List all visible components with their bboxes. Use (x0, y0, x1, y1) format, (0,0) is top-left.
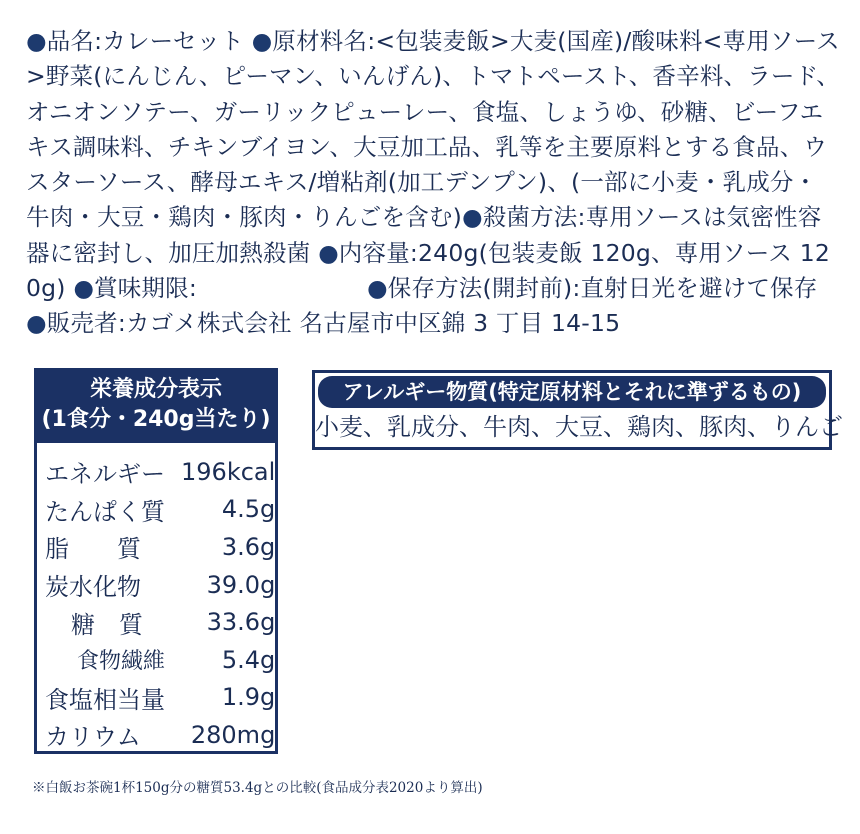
table-row (37, 641, 283, 679)
table-row (37, 528, 283, 566)
bullet-icon: ● (461, 203, 483, 232)
field-label-product-name: 品名 (46, 27, 95, 55)
nutrition-facts-table (34, 368, 278, 754)
nutrient-name: 脂 質 (45, 535, 141, 564)
nutrient-value: 3.6g (221, 532, 276, 561)
bullet-icon: ● (26, 27, 47, 55)
bullet-icon: ● (251, 27, 273, 55)
table-row (37, 679, 283, 717)
field-label-storage: 保存方法(開封前) (387, 274, 573, 303)
bullet-icon: ● (26, 309, 47, 338)
ingredient-label-text: ●品名:カレーセット ●原材料名:<包装麦飯>大麦(国産)/酸味料<専用ソース>野菜(にんじん、ピーマン、いんげん)、トマトペースト、香辛料、ラード、オニオンソテー、ガーリックピューレー、食塩、しょうゆ、砂糖、ビーフエキス調味料、チキンブイヨン、大豆加工品、乳等を主要原料とする食品、ウスターソース、酵母エキス/増粘剤(加工デンプン)、(一部に小麦・乳成分・牛肉・大豆・鶏肉・豚肉・りんごを含む)●殺菌方法:専用ソースは気密性容器に密封し、加圧加熱殺菌 ●内容量:240g(包装麦飯 120g、専用ソース 120g) ●賞味期限: ●保存方法(開封前):直射日光を避けて保存 ●販売者:カゴメ株式会社 名古屋市中区錦 3 丁目 14-15 (26, 27, 840, 338)
nutrient-value: 4.5g (221, 495, 276, 524)
field-value-ingredients: <包装麦飯>大麦(国産)/酸味料<専用ソース>野菜(にんじん、ピーマン、いんげん)、トマトペースト、香辛料、ラード、オニオンソテー、ガーリックピューレー、食塩、しょうゆ、砂糖、ビーフエキス調味料、チキンブイヨン、大豆加工品、乳等を主要原料とする食品、ウスターソース、酵母エキス/増粘剤(加工デンプン)、(一部に小麦・乳成分・牛肉・大豆・鶏肉・豚肉・りんごを含む) (26, 27, 840, 232)
nutrient-value: 1.9g (221, 683, 276, 712)
bullet-icon: ● (73, 274, 95, 303)
field-value-storage: 直射日光を避けて保存 (580, 274, 818, 303)
field-label-content-amount: 内容量 (338, 238, 410, 267)
nutrient-name: 食塩相当量 (45, 685, 165, 714)
nutrient-value: 5.4g (221, 645, 276, 674)
field-label-best-before: 賞味期限 (94, 274, 189, 303)
field-value-product-name: カレーセット (102, 27, 244, 55)
nutrient-value: 196kcal (181, 457, 276, 486)
nutrition-header (37, 371, 275, 443)
nutrition-title: 栄養成分表示 (89, 377, 222, 402)
footnote: ※白飯お茶碗1杯150g分の糖質53.4gとの比較(食品成分表2020より算出) (32, 780, 483, 796)
nutrient-value: 33.6g (206, 608, 276, 637)
allergen-items: 小麦、乳成分、牛肉、大豆、鶏肉、豚肉、りんご (315, 413, 843, 441)
nutrient-value: 280mg (190, 720, 276, 749)
nutrient-name: 炭水化物 (45, 573, 141, 602)
field-label-seller: 販売者 (46, 309, 118, 338)
field-value-seller: カゴメ株式会社 名古屋市中区錦 3 丁目 14-15 (125, 309, 621, 338)
nutrient-name: 食物繊維 (77, 649, 166, 675)
nutrition-subtitle: (1食分・240g当たり) (41, 407, 271, 432)
nutrition-rows (37, 453, 283, 754)
table-row (37, 491, 283, 529)
nutrient-name: カリウム (45, 723, 141, 752)
field-value-sterilization: 専用ソースは気密性容器に密封し、加圧加熱殺菌 (26, 203, 822, 267)
nutrient-name: エネルギー (45, 460, 165, 489)
nutrient-name: たんぱく質 (45, 497, 165, 526)
field-value-content-amount: 240g(包装麦飯 120g、専用ソース 120g) (26, 238, 831, 303)
table-row (37, 566, 283, 604)
allergen-title: アレルギー物質(特定原材料とそれに準ずるもの) (318, 376, 826, 408)
bullet-icon: ● (366, 274, 388, 303)
allergen-box (312, 370, 843, 450)
table-row (37, 453, 283, 491)
table-row (37, 603, 283, 641)
table-row (37, 716, 283, 754)
nutrient-value: 39.0g (206, 570, 276, 599)
field-label-sterilization: 殺菌方法 (482, 203, 578, 232)
nutrient-name: 糖 質 (71, 610, 143, 639)
bullet-icon: ● (318, 238, 339, 267)
field-label-ingredients: 原材料名 (272, 27, 368, 55)
